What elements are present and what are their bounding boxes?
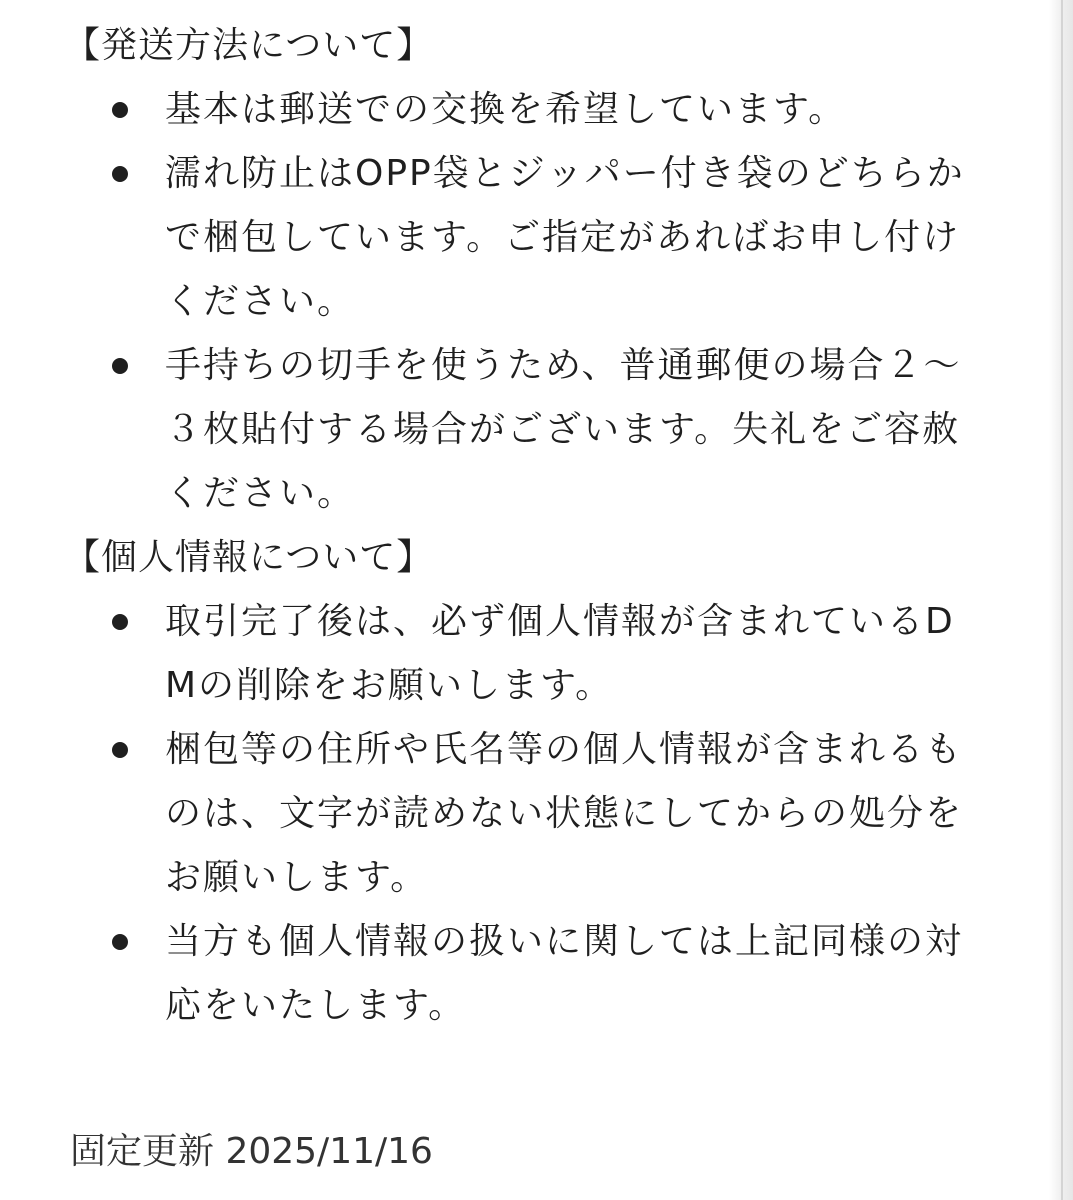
document-body xyxy=(64,14,994,1038)
list-item xyxy=(64,910,975,1038)
list-item-text: 手持ちの切手を使うため、普通郵便の場合２〜３枚貼付する場合がございます。失礼をご容赦ください。 xyxy=(165,345,962,514)
list-item xyxy=(64,142,975,334)
bullet-icon xyxy=(112,614,128,630)
list-item xyxy=(64,590,975,718)
privacy-section xyxy=(64,526,994,1038)
bullet-icon xyxy=(112,102,128,118)
list-item-text: 当方も個人情報の扱いに関しては上記同様の対応をいたします。 xyxy=(165,921,964,1026)
bullet-icon xyxy=(112,166,128,182)
update-date-label: 固定更新 2025/11/16 xyxy=(70,1131,433,1172)
bullet-icon xyxy=(112,934,128,950)
list-item-text: 基本は郵送での交換を希望しています。 xyxy=(165,89,847,130)
list-item xyxy=(64,334,975,526)
privacy-list xyxy=(64,590,994,1038)
list-item-text: 取引完了後は、必ず個人情報が含まれているDMの削除をお願いします。 xyxy=(165,601,955,706)
shipping-section-heading: 【発送方法について】 xyxy=(64,25,434,66)
list-item xyxy=(64,78,975,142)
list-item-text: 濡れ防止はOPP袋とジッパー付き袋のどちらかで梱包しています。ご指定があればお申し付けください。 xyxy=(165,153,965,322)
privacy-section-heading: 【個人情報について】 xyxy=(64,537,434,578)
scrollbar-track[interactable] xyxy=(1061,0,1063,1200)
shipping-section xyxy=(64,14,994,526)
bullet-icon xyxy=(112,358,128,374)
list-item xyxy=(64,718,975,910)
list-item-text: 梱包等の住所や氏名等の個人情報が含まれるものは、文字が読めない状態にしてからの処分をお願いします。 xyxy=(165,729,964,898)
bullet-icon xyxy=(112,742,128,758)
shipping-list xyxy=(64,78,994,526)
